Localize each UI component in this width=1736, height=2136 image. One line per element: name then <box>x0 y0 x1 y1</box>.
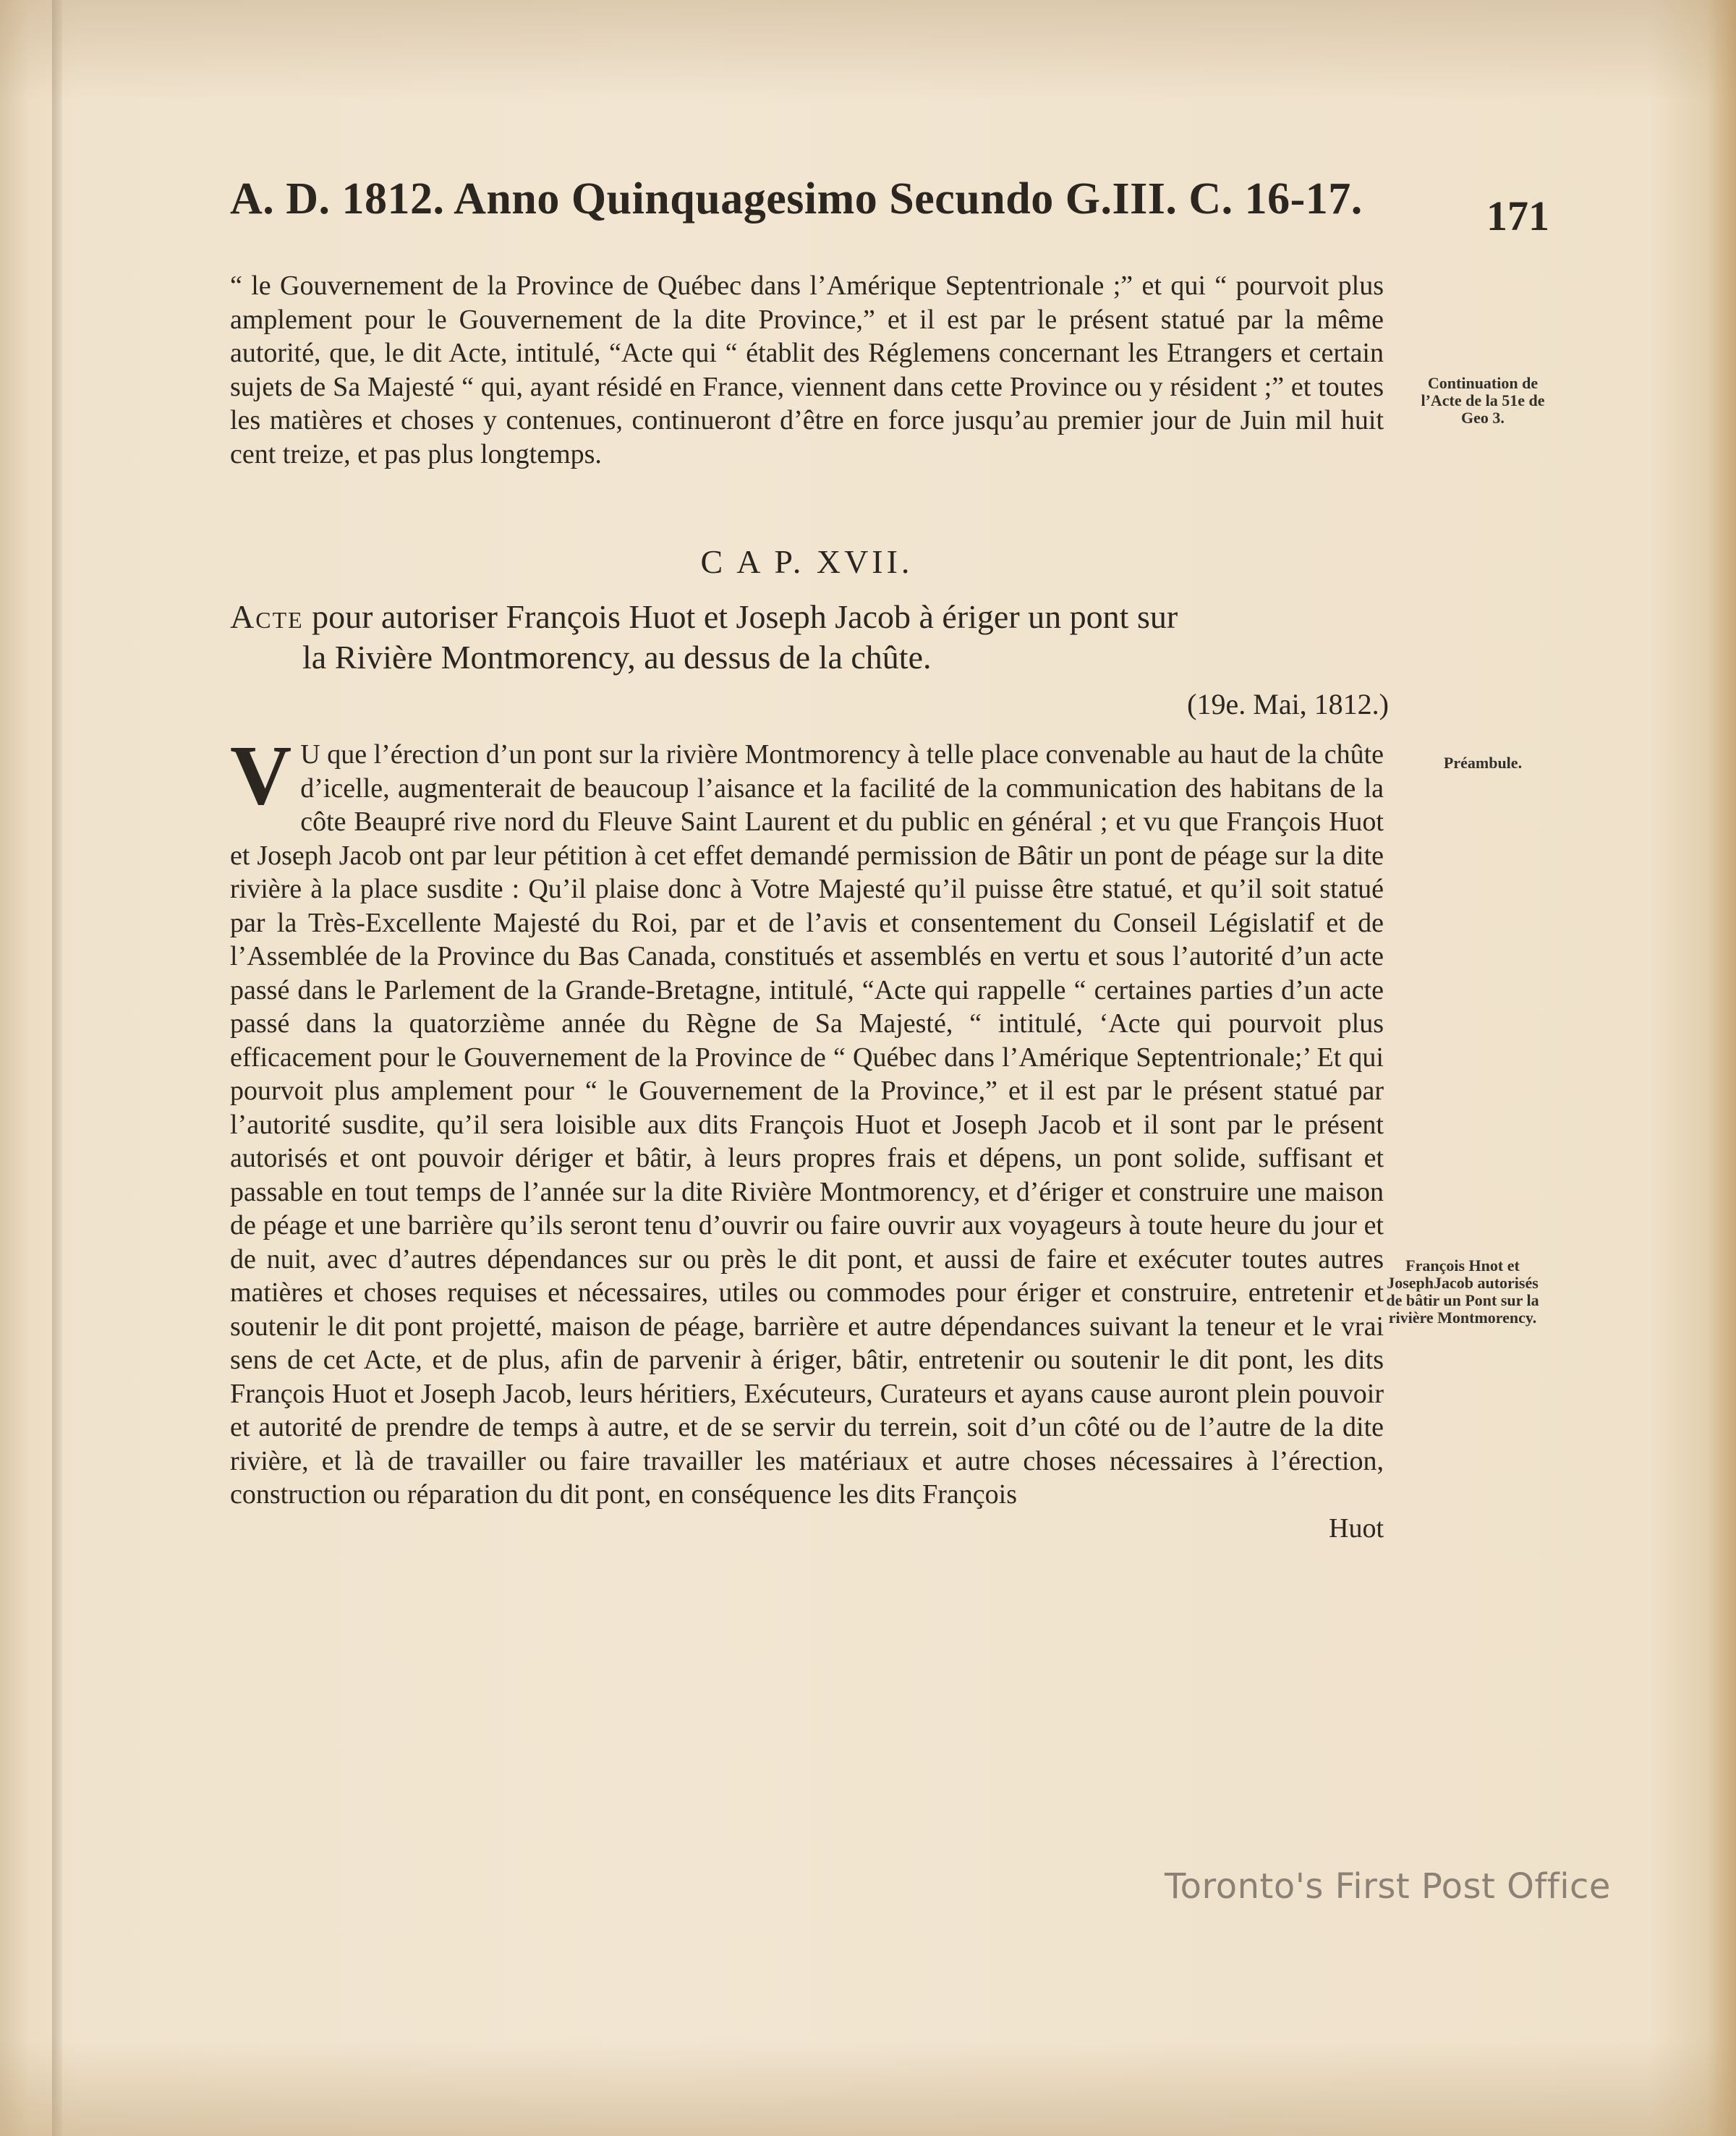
act-title-line-1: pour autoriser François Huot et Joseph Jacob à ériger un pont sur <box>303 598 1178 635</box>
running-header: A. D. 1812. Anno Quinquagesimo Secundo G.III. C. 16-17. <box>230 174 1363 224</box>
drop-cap-letter: V <box>230 728 292 822</box>
page-bottom-shadow <box>0 2040 1736 2136</box>
book-gutter <box>52 0 62 2136</box>
act-title-line-2: la Rivière Montmorency, au dessus de la chûte. <box>302 639 932 676</box>
act-date: (19e. Mai, 1812.) <box>1187 688 1389 720</box>
catchword: Huot <box>1329 1512 1384 1544</box>
chapter-heading: C A P. XVII. <box>700 543 914 580</box>
margin-note-authorization: François Hnot et JosephJacob autorisés de bâtir un Pont sur la rivière Montmorency. <box>1386 1256 1539 1327</box>
continued-paragraph-text: “ le Gouvernement de la Province de Québec dans l’Amérique Septentrionale ;” et qui “ pourvoit plus amplement pour le Gouvernement de la dite Province,” et il est par le présent statué par la même autorité, que, le dit Acte, intitulé, “Acte qui “ établit des Réglemens concernant les Etrangers et certain sujets de Sa Majesté “ qui, ayant résidé en France, viennent dans cette Province ou y résident ;” et toutes les matières et choses y contenues, continueront d’être en force jusqu’au premier jour de Juin mil huit cent treize, et pas plus longtemps. <box>230 271 1384 469</box>
margin-note-continuation: Continuation de l’Acte de la 51e de Geo 3. <box>1421 374 1545 427</box>
page-top-shadow <box>0 0 1736 101</box>
act-title <box>230 597 1387 678</box>
act-title-acte-word: Acte <box>230 598 304 635</box>
continued-paragraph <box>230 269 1384 471</box>
margin-note-preamble: Préambule. <box>1443 754 1523 772</box>
watermark-text: Toronto's First Post Office <box>1165 1866 1611 1907</box>
page-number: 171 <box>1486 192 1549 239</box>
preamble-paragraph: U que l’érection d’un pont sur la rivière Montmorency à telle place convenable au haut de la chûte d’icelle, augmenterait de beaucoup l’aisance et la facilité de la communication des habitans de la côte Beaupré rive nord du Fleuve Saint Laurent et du public en général ; et vu que François Huot et Joseph Jacob ont par leur pétition à cet effet demandé permission de Bâtir un pont de péage sur la dite rivière à la place susdite : Qu’il plaise donc à Votre Majesté qu’il puisse être statué, et qu’il soit statué par la Très-Excellente Majesté du Roi, par et de l’avis et consentement du Conseil Législatif et de l’Assemblée de la Province du Bas Canada, constitués et assemblés en vertu et sous l’autorité d’un acte passé dans le Parlement de la Grande-Bretagne, intitulé, “Acte qui rappelle “ certaines parties d’un acte passé dans la quatorzième année du Règne de Sa Majesté, “ intitulé, ‘Acte qui pourvoit plus efficacement pour le Gouvernement de la Province de “ Québec dans l’Amérique Septentrionale;’ Et qui pourvoit plus amplement pour “ le Gouvernement de la Province,” et il est par le présent statué par l’autorité susdite, qu’il sera loisible aux dits François Huot et Joseph Jacob et il sont par le présent autorisés et ont pouvoir dériger et bâtir, à leurs propres frais et dépens, un pont solide, suffisant et passable en tout temps de l’année sur la dite Rivière Montmorency, et d’ériger et construire une maison de péage et une barrière qu’ils seront tenu d’ouvrir ou faire ouvrir aux voyageurs à toute heure du jour et de nuit, avec d’autres dépendances sur ou près le dit pont, et aussi de faire et exécuter toutes autres matières et choses requises et nécessaires, utiles ou commodes pour ériger et construire, entretenir et soutenir le dit pont projetté, maison de péage, barrière et autre dépendances suivant la teneur et le vrai sens de cet Acte, et de plus, afin de parvenir à ériger, bâtir, entretenir ou soutenir le dit pont, les dits François Huot et Joseph Jacob, leurs héritiers, Exécuteurs, Curateurs et ayans cause auront plein pouvoir et autorité de prendre de temps à autre, et de se servir du terrein, soit d’un côté ou de l’autre de la dite rivière, et là de travailler ou faire travailler les matériaux et autre choses nécessaires à l’érection, construction ou réparation du dit pont, en conséquence les dits François <box>230 739 1384 1510</box>
preamble-text <box>230 728 1384 1545</box>
